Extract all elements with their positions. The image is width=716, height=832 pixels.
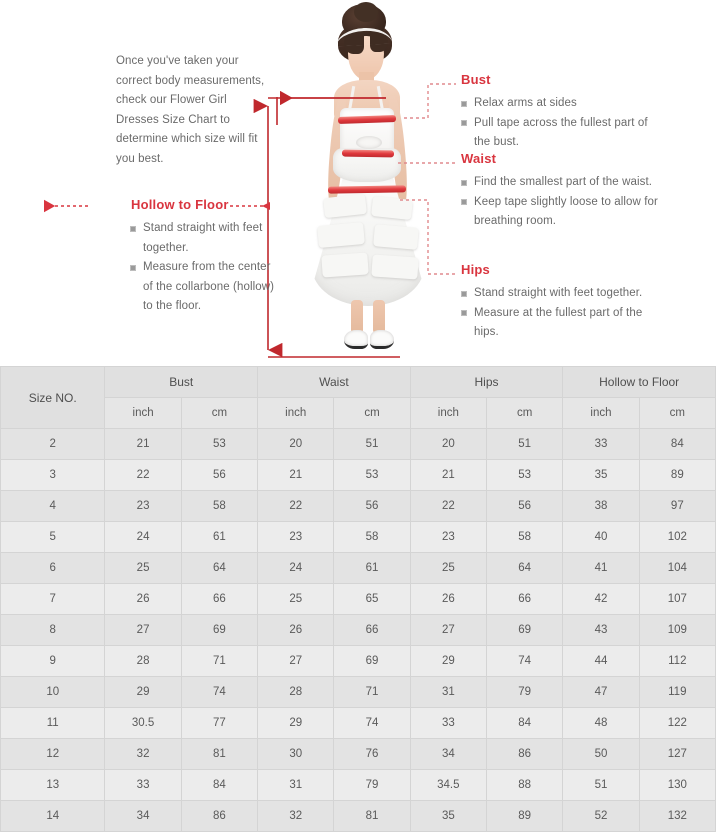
cell-htf-inch: 48	[563, 708, 639, 739]
cell-bust-inch: 25	[105, 553, 181, 584]
cell-waist-cm: 51	[334, 429, 410, 460]
cell-waist-inch: 30	[258, 739, 334, 770]
annotation-item	[461, 193, 661, 232]
column-header-waist: Waist	[258, 367, 411, 398]
cell-bust-inch: 28	[105, 646, 181, 677]
annotation-bust	[461, 72, 661, 153]
skirt-ruffle	[371, 254, 418, 279]
cell-bust-cm: 66	[181, 584, 257, 615]
cell-waist-cm: 58	[334, 522, 410, 553]
cell-waist-cm: 71	[334, 677, 410, 708]
cell-bust-inch: 23	[105, 491, 181, 522]
cell-hips-cm: 69	[487, 615, 563, 646]
cell-bust-inch: 29	[105, 677, 181, 708]
cell-hips-cm: 56	[487, 491, 563, 522]
annotation-item	[461, 94, 661, 114]
table-row	[1, 677, 716, 708]
cell-bust-inch: 30.5	[105, 708, 181, 739]
cell-hips-cm: 89	[487, 801, 563, 832]
cell-bust-cm: 53	[181, 429, 257, 460]
cell-htf-inch: 42	[563, 584, 639, 615]
cell-waist-cm: 76	[334, 739, 410, 770]
annotation-item-text: Relax arms at sides	[474, 97, 577, 109]
annotation-item	[130, 258, 280, 317]
left-leg-icon	[351, 300, 363, 334]
cell-htf-inch: 44	[563, 646, 639, 677]
cell-htf-cm: 132	[639, 801, 715, 832]
annotation-item-text: Measure at the fullest part of the hips.	[474, 306, 643, 338]
annotation-item-text: Measure from the center of the collarbone (hollow) to the floor.	[143, 261, 275, 312]
column-header-hips: Hips	[410, 367, 563, 398]
cell-htf-cm: 122	[639, 708, 715, 739]
annotation-item-list	[461, 173, 661, 232]
cell-htf-inch: 33	[563, 429, 639, 460]
bullet-square-icon	[130, 265, 136, 271]
unit-header-hips-cm: cm	[487, 398, 563, 429]
cell-size: 3	[1, 460, 105, 491]
bullet-square-icon	[461, 291, 467, 297]
table-row	[1, 770, 716, 801]
cell-waist-cm: 56	[334, 491, 410, 522]
cell-hips-inch: 31	[410, 677, 486, 708]
cell-hips-inch: 25	[410, 553, 486, 584]
unit-header-hips-inch: inch	[410, 398, 486, 429]
cell-htf-cm: 130	[639, 770, 715, 801]
cell-hips-cm: 84	[487, 708, 563, 739]
annotation-item-text: Stand straight with feet together.	[143, 222, 263, 254]
cell-bust-cm: 74	[181, 677, 257, 708]
cell-bust-inch: 24	[105, 522, 181, 553]
annotation-item	[461, 114, 661, 153]
cell-size: 9	[1, 646, 105, 677]
unit-header-htf-inch: inch	[563, 398, 639, 429]
cell-size: 4	[1, 491, 105, 522]
table-row	[1, 708, 716, 739]
cell-waist-inch: 23	[258, 522, 334, 553]
cell-bust-cm: 84	[181, 770, 257, 801]
cell-waist-inch: 32	[258, 801, 334, 832]
cell-hips-cm: 51	[487, 429, 563, 460]
table-row	[1, 491, 716, 522]
table-head	[1, 367, 716, 429]
table-row	[1, 429, 716, 460]
cell-bust-inch: 21	[105, 429, 181, 460]
cell-hips-inch: 33	[410, 708, 486, 739]
annotation-hollow-to-floor	[130, 197, 280, 317]
table-row	[1, 739, 716, 770]
cell-waist-cm: 74	[334, 708, 410, 739]
cell-htf-cm: 102	[639, 522, 715, 553]
cell-size: 6	[1, 553, 105, 584]
cell-bust-inch: 33	[105, 770, 181, 801]
cell-waist-cm: 65	[334, 584, 410, 615]
cell-hips-cm: 64	[487, 553, 563, 584]
cell-hips-inch: 34.5	[410, 770, 486, 801]
measurement-diagram	[0, 0, 716, 366]
cell-waist-inch: 27	[258, 646, 334, 677]
cell-bust-cm: 86	[181, 801, 257, 832]
cell-hips-inch: 27	[410, 615, 486, 646]
cell-htf-cm: 109	[639, 615, 715, 646]
cell-waist-cm: 69	[334, 646, 410, 677]
bullet-square-icon	[461, 310, 467, 316]
cell-bust-cm: 64	[181, 553, 257, 584]
cell-htf-inch: 51	[563, 770, 639, 801]
cell-hips-inch: 22	[410, 491, 486, 522]
bullet-square-icon	[461, 120, 467, 126]
cell-bust-inch: 32	[105, 739, 181, 770]
cell-htf-inch: 38	[563, 491, 639, 522]
cell-bust-cm: 69	[181, 615, 257, 646]
cell-bust-cm: 56	[181, 460, 257, 491]
annotation-item-list	[461, 284, 661, 343]
cell-htf-inch: 47	[563, 677, 639, 708]
column-header-bust: Bust	[105, 367, 258, 398]
table-row	[1, 553, 716, 584]
unit-header-bust-cm: cm	[181, 398, 257, 429]
cell-bust-inch: 27	[105, 615, 181, 646]
cell-htf-inch: 35	[563, 460, 639, 491]
table-row	[1, 584, 716, 615]
annotation-item-text: Keep tape slightly loose to allow for breathing room.	[474, 195, 658, 227]
annotation-item	[130, 219, 280, 258]
annotation-title: Waist	[461, 151, 497, 166]
annotation-hips	[461, 262, 661, 343]
cell-hips-inch: 21	[410, 460, 486, 491]
bullet-square-icon	[461, 199, 467, 205]
dress-bow-icon	[356, 136, 382, 149]
hips-measuring-tape	[328, 185, 406, 193]
cell-htf-cm: 127	[639, 739, 715, 770]
bullet-square-icon	[461, 180, 467, 186]
annotation-item-text: Find the smallest part of the waist.	[474, 176, 653, 188]
cell-htf-inch: 43	[563, 615, 639, 646]
skirt-ruffle	[317, 222, 365, 248]
annotation-title: Hips	[461, 262, 490, 277]
table-row	[1, 615, 716, 646]
cell-hips-cm: 53	[487, 460, 563, 491]
cell-hips-inch: 26	[410, 584, 486, 615]
cell-htf-cm: 119	[639, 677, 715, 708]
cell-waist-inch: 28	[258, 677, 334, 708]
annotation-title: Hollow to Floor	[131, 197, 229, 212]
table-row	[1, 646, 716, 677]
column-header-hollow-to-floor: Hollow to Floor	[563, 367, 716, 398]
bullet-square-icon	[130, 226, 136, 232]
column-header-size-no: Size NO.	[1, 367, 105, 429]
cell-hips-inch: 34	[410, 739, 486, 770]
cell-htf-cm: 107	[639, 584, 715, 615]
waist-measuring-tape	[342, 150, 394, 158]
cell-size: 5	[1, 522, 105, 553]
cell-size: 8	[1, 615, 105, 646]
cell-htf-inch: 40	[563, 522, 639, 553]
cell-htf-cm: 104	[639, 553, 715, 584]
cell-htf-inch: 50	[563, 739, 639, 770]
annotation-title: Bust	[461, 72, 491, 87]
cell-hips-cm: 58	[487, 522, 563, 553]
table-group-header-row	[1, 367, 716, 398]
annotation-item-text: Stand straight with feet together.	[474, 287, 643, 299]
cell-waist-inch: 20	[258, 429, 334, 460]
cell-hips-inch: 29	[410, 646, 486, 677]
right-leg-icon	[373, 300, 385, 334]
cell-htf-cm: 112	[639, 646, 715, 677]
cell-size: 10	[1, 677, 105, 708]
cell-hips-inch: 23	[410, 522, 486, 553]
cell-htf-cm: 89	[639, 460, 715, 491]
right-shoe-icon	[370, 330, 394, 349]
skirt-ruffle	[371, 196, 413, 220]
cell-waist-inch: 31	[258, 770, 334, 801]
left-shoe-icon	[344, 330, 368, 349]
cell-htf-inch: 52	[563, 801, 639, 832]
unit-header-bust-inch: inch	[105, 398, 181, 429]
unit-header-waist-cm: cm	[334, 398, 410, 429]
cell-hips-cm: 66	[487, 584, 563, 615]
cell-bust-cm: 71	[181, 646, 257, 677]
cell-hips-cm: 79	[487, 677, 563, 708]
cell-waist-cm: 66	[334, 615, 410, 646]
cell-waist-inch: 21	[258, 460, 334, 491]
size-chart-table	[0, 366, 716, 832]
annotation-item-text: Pull tape across the fullest part of the bust.	[474, 116, 648, 148]
annotation-waist	[461, 151, 661, 232]
cell-waist-inch: 22	[258, 491, 334, 522]
cell-htf-cm: 84	[639, 429, 715, 460]
cell-waist-inch: 25	[258, 584, 334, 615]
hair-bun-top-icon	[354, 2, 378, 22]
cell-bust-cm: 81	[181, 739, 257, 770]
unit-header-htf-cm: cm	[639, 398, 715, 429]
annotation-item	[461, 173, 661, 193]
cell-bust-inch: 22	[105, 460, 181, 491]
annotation-item-list	[461, 94, 661, 153]
cell-size: 14	[1, 801, 105, 832]
cell-waist-inch: 24	[258, 553, 334, 584]
cell-htf-cm: 97	[639, 491, 715, 522]
cell-bust-inch: 26	[105, 584, 181, 615]
intro-paragraph: Once you've taken your correct body measurements, check our Flower Girl Dresses Size Chart to determine which size will fit you best.	[116, 55, 265, 165]
table-row	[1, 460, 716, 491]
unit-header-waist-inch: inch	[258, 398, 334, 429]
bullet-square-icon	[461, 101, 467, 107]
annotation-item-list	[130, 219, 280, 317]
cell-size: 2	[1, 429, 105, 460]
cell-waist-cm: 79	[334, 770, 410, 801]
cell-hips-inch: 20	[410, 429, 486, 460]
cell-hips-cm: 74	[487, 646, 563, 677]
cell-size: 7	[1, 584, 105, 615]
skirt-ruffle	[373, 224, 419, 250]
cell-bust-cm: 58	[181, 491, 257, 522]
cell-bust-inch: 34	[105, 801, 181, 832]
table-body	[1, 429, 716, 832]
table-unit-header-row	[1, 398, 716, 429]
cell-bust-cm: 61	[181, 522, 257, 553]
table-row	[1, 801, 716, 832]
cell-hips-inch: 35	[410, 801, 486, 832]
cell-hips-cm: 88	[487, 770, 563, 801]
cell-waist-inch: 29	[258, 708, 334, 739]
skirt-ruffle	[321, 252, 368, 277]
cell-hips-cm: 86	[487, 739, 563, 770]
cell-waist-cm: 53	[334, 460, 410, 491]
annotation-item	[461, 304, 661, 343]
cell-size: 11	[1, 708, 105, 739]
cell-htf-inch: 41	[563, 553, 639, 584]
cell-bust-cm: 77	[181, 708, 257, 739]
cell-waist-inch: 26	[258, 615, 334, 646]
cell-size: 13	[1, 770, 105, 801]
annotation-item	[461, 284, 661, 304]
cell-size: 12	[1, 739, 105, 770]
cell-waist-cm: 81	[334, 801, 410, 832]
table-row	[1, 522, 716, 553]
flower-girl-dress-photo	[278, 0, 456, 366]
cell-waist-cm: 61	[334, 553, 410, 584]
